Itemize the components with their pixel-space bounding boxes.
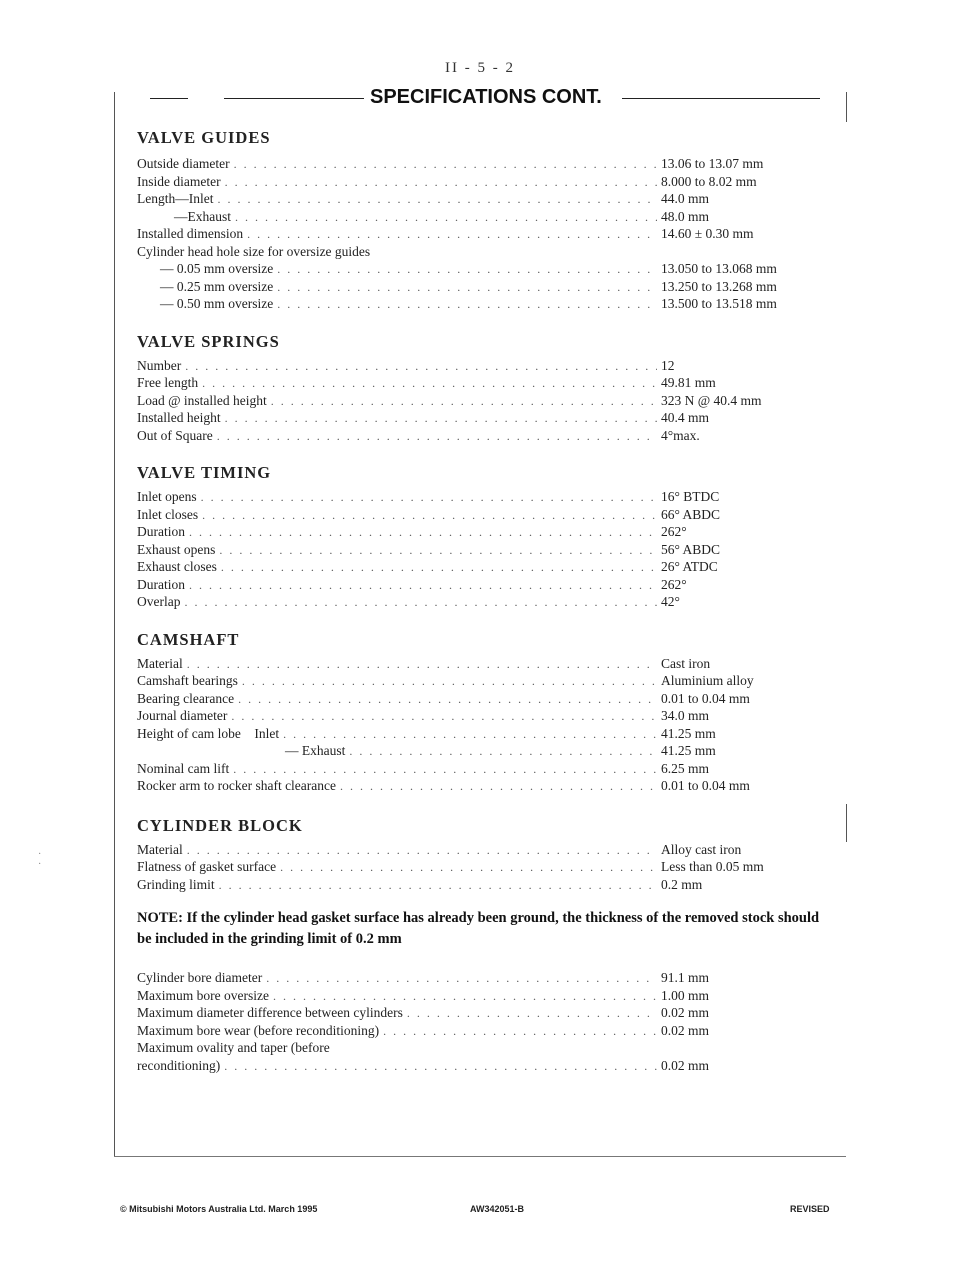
spec-row: Outside diameter . . . 13.06 to 13.07 mm [137,156,837,174]
spec-row: Journal diameter . . . 34.0 mm [137,708,837,726]
spec-row: — 0.25 mm oversize . . . 13.250 to 13.268 mm [137,279,837,297]
section-title: CYLINDER BLOCK [137,815,303,835]
spec-row: Number . . . 12 [137,358,837,376]
section-title: VALVE TIMING [137,463,272,482]
spec-row: Material . . . Cast iron [137,656,837,674]
spec-row: Out of Square . . . 4°max. [137,428,837,446]
spec-row: Maximum bore oversize . . . 1.00 mm [137,988,837,1006]
page-number: II - 5 - 2 [445,60,515,76]
spec-row: Inlet closes . . . 66° ABDC [137,507,837,525]
spec-row: Duration . . . 262° [137,524,837,542]
spec-row: Free length . . . 49.81 mm [137,375,837,393]
right-margin-rule [846,804,847,842]
left-margin-rule [114,92,115,1157]
note-text: NOTE: If the cylinder head gasket surface has already been ground, the thickness of the removed stock should be included in the grinding limit of 0.2 mm [137,910,820,947]
spec-row: Height of cam lobe Inlet . . . 41.25 mm [137,726,837,744]
spec-label: Maximum ovality and taper (before [137,1040,330,1055]
spec-row: Inlet opens . . . 16° BTDC [137,489,837,507]
spec-row: Flatness of gasket surface . . . Less than 0.05 mm [137,859,837,877]
spec-row: reconditioning) . . . 0.02 mm [137,1058,837,1076]
spec-row: Installed height . . . 40.4 mm [137,410,837,428]
bottom-rule [114,1156,846,1157]
page-title: SPECIFICATIONS CONT. [370,86,602,108]
spec-subhead: Cylinder head hole size for oversize guides [137,243,371,259]
spec-row: Overlap . . . 42° [137,594,837,612]
footer-code: AW342051-B [470,1204,525,1214]
header-rule [622,98,820,99]
spec-row: Inside diameter . . . 8.000 to 8.02 mm [137,174,837,192]
section-title: CAMSHAFT [137,629,240,649]
spec-row: Length—Inlet . . . 44.0 mm [137,191,837,209]
header-rule [150,98,188,99]
spec-row: Duration . . . 262° [137,577,837,595]
spec-row: — 0.05 mm oversize . . . 13.050 to 13.068 mm [137,261,837,279]
right-margin-rule [846,92,847,122]
spec-row: Grinding limit . . . 0.2 mm [137,877,837,895]
scan-mark: · [38,849,42,860]
spec-row: Cylinder bore diameter . . . 91.1 mm [137,970,837,988]
spec-row: Rocker arm to rocker shaft clearance . . . 0.01 to 0.04 mm [137,778,837,796]
spec-row: —Exhaust . . . 48.0 mm [137,209,837,227]
spec-row: Exhaust closes . . . 26° ATDC [137,559,837,577]
footer-copyright: © Mitsubishi Motors Australia Ltd. March 1995 [120,1204,318,1214]
spec-row: Bearing clearance . . . 0.01 to 0.04 mm [137,691,837,709]
spec-row: Maximum diameter difference between cylinders . . . 0.02 mm [137,1005,837,1023]
spec-row: Maximum bore wear (before reconditioning) . . . 0.02 mm [137,1023,837,1041]
section-title: VALVE SPRINGS [137,331,280,351]
spec-row: Camshaft bearings . . . Aluminium alloy [137,673,837,691]
spec-row: Material . . . Alloy cast iron [137,842,837,860]
header-rule [224,98,364,99]
scan-mark: · [38,859,42,870]
spec-row: — 0.50 mm oversize . . . 13.500 to 13.518 mm [137,296,837,314]
spec-row: Load @ installed height . . . 323 N @ 40.4 mm [137,393,837,411]
footer-status: REVISED [790,1204,830,1214]
spec-row: Nominal cam lift . . . 6.25 mm [137,761,837,779]
spec-row: Exhaust opens . . . 56° ABDC [137,542,837,560]
page-header [150,84,820,114]
specifications-content [137,128,837,1075]
spec-row: — Exhaust . . . 41.25 mm [137,743,837,761]
spec-row: Installed dimension . . . 14.60 ± 0.30 mm [137,226,837,244]
section-title: VALVE GUIDES [137,128,271,147]
